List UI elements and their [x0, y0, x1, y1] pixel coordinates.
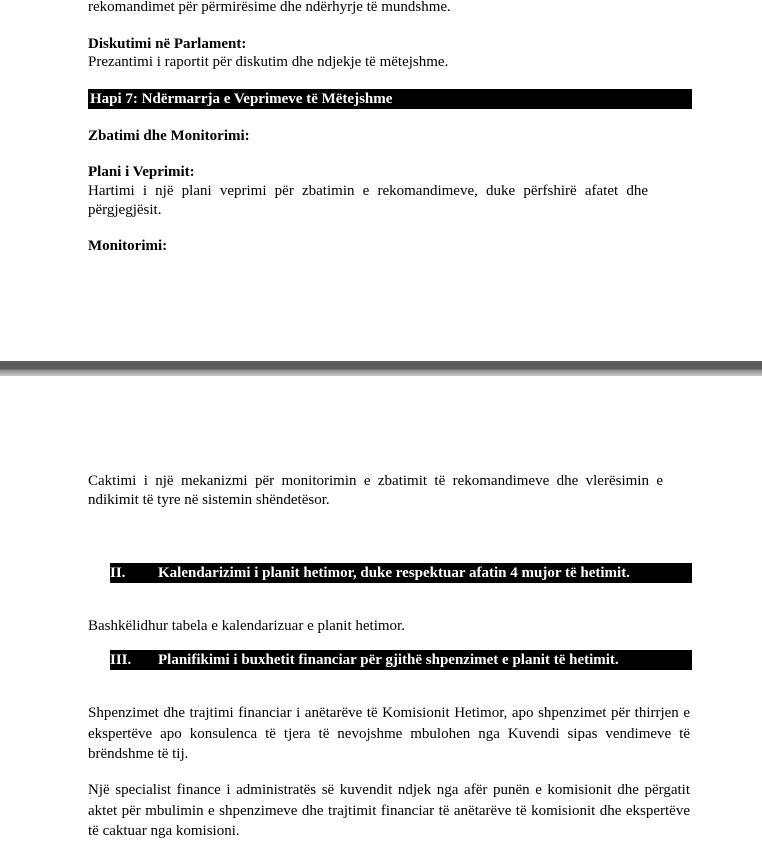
- document-page-1: [0, 0, 762, 361]
- implementation-heading: Zbatimi dhe Monitorimi:: [88, 128, 250, 144]
- section-ii-heading-bar: [110, 563, 692, 583]
- discussion-heading: Diskutimi në Parlament:: [88, 36, 247, 52]
- section-ii-text: Bashkëlidhur tabela e kalendarizuar e planit hetimor.: [88, 618, 405, 634]
- action-plan-heading: Plani i Veprimit:: [88, 164, 195, 180]
- discussion-text: Prezantimi i raportit për diskutim dhe ndjekje të mëtejshme.: [88, 54, 449, 70]
- document-page-2: [0, 376, 762, 850]
- step7-heading-bar: Hapi 7: Ndërmarrja e Veprimeve të Mëtejshme: [88, 89, 692, 109]
- section-ii-title: Kalendarizimi i planit hetimor, duke respektuar afatin 4 mujor të hetimit.: [158, 565, 630, 581]
- section-iii-number: III.: [110, 652, 132, 668]
- top-line-text: rekomandimet për përmirësime dhe ndërhyrje të mundshme.: [88, 0, 451, 15]
- section-ii-number: II.: [110, 565, 126, 581]
- monitoring-heading: Monitorimi:: [88, 238, 168, 254]
- budget-paragraph-2: Një specialist finance i administratës së kuvendit ndjek nga afër punën e komisionit dhe përgatit aktet për mbulimin e shpenzimeve dhe trajtimit financiar të anëtarëve të komisionit dhe ekspertëve të caktuar nga komisioni.: [88, 782, 690, 839]
- section-iii-heading-bar: [110, 650, 692, 670]
- action-plan-text: Hartimi i një plani veprimi për zbatimin e rekomandimeve, duke përfshirë afatet dhe përgjegjësit.: [88, 183, 648, 218]
- monitoring-text: Caktimi i një mekanizmi për monitorimin e zbatimit të rekomandimeve dhe vlerësimin e ndikimit të tyre në sistemin shëndetësor.: [88, 473, 663, 508]
- budget-paragraph-1: Shpenzimet dhe trajtimi financiar i anëtarëve të Komisionit Hetimor, apo shpenzimet për thirrjen e ekspertëve apo konsulenca të tjera të nevojshme mbulohen nga Kuvendi sipas vendimeve të brëndshme të tij.: [88, 705, 690, 762]
- section-iii-title: Planifikimi i buxhetit financiar për gjithë shpenzimet e planit të hetimit.: [158, 652, 619, 668]
- page-separator: [0, 361, 762, 376]
